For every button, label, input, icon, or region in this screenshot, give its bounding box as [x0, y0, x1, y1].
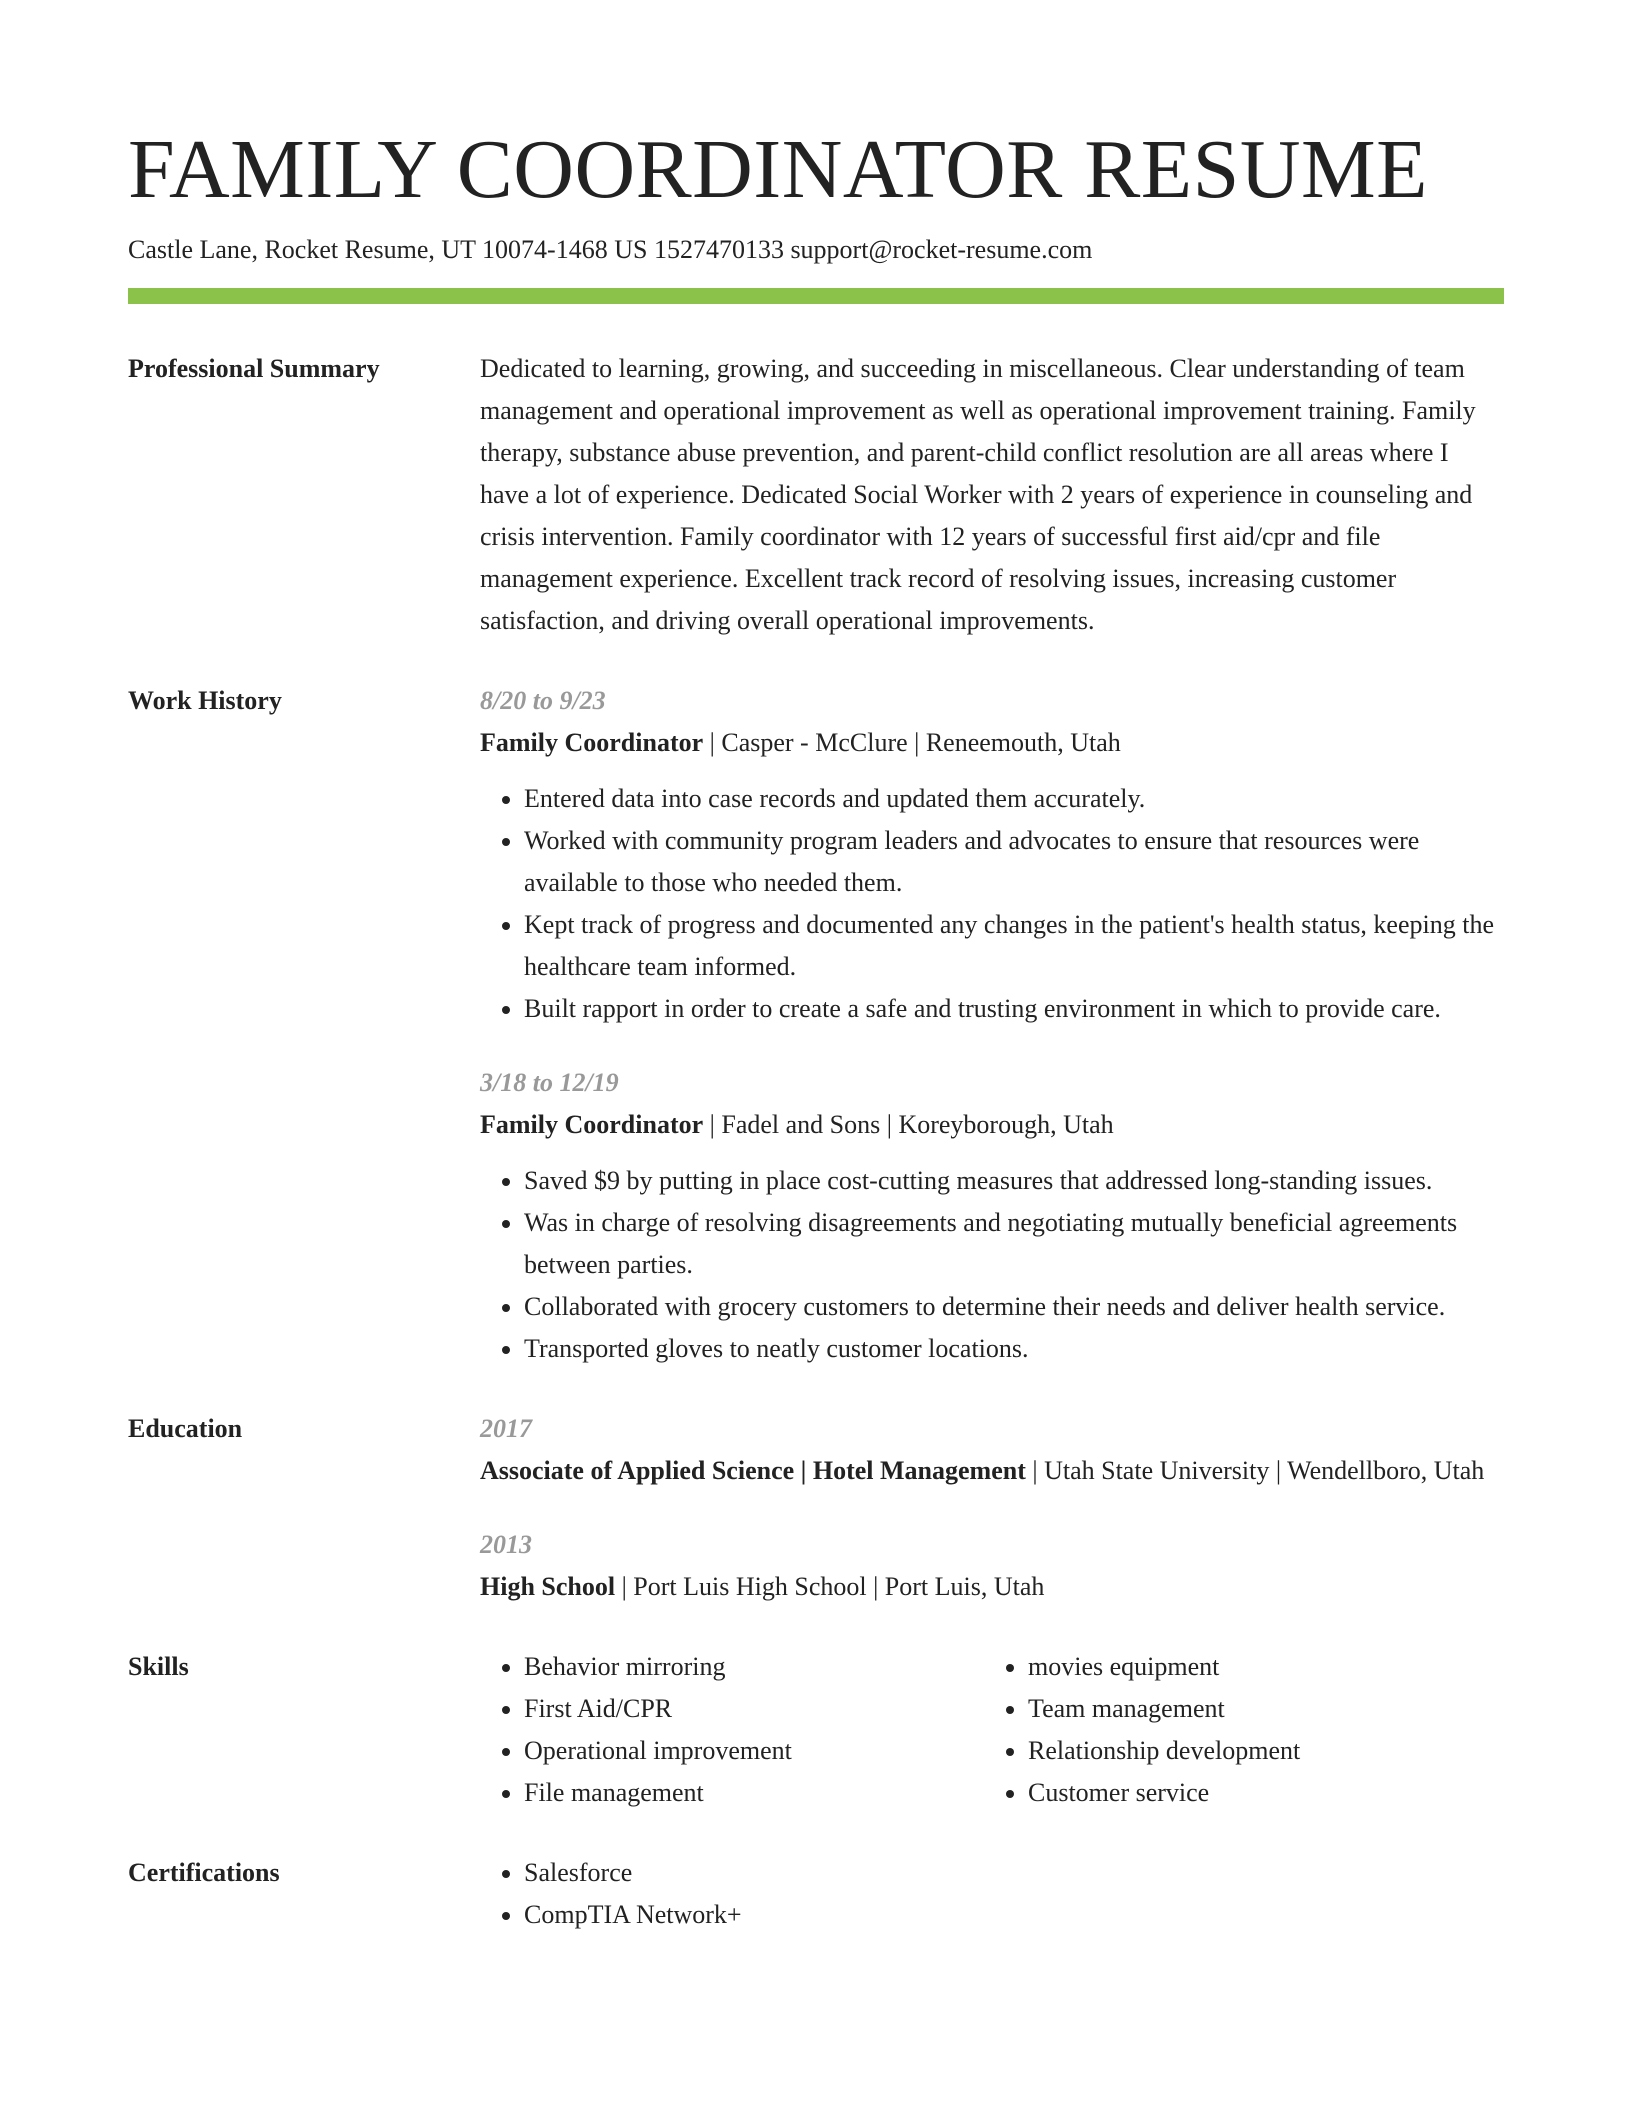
job-entry [480, 680, 1504, 1030]
education-degree-line [480, 1566, 1504, 1608]
list-item: • First Aid/CPR [524, 1688, 984, 1730]
list-item: • Entered data into case records and updated them accurately. [524, 778, 1504, 820]
section-label: Certifications [128, 1858, 280, 1887]
skills-column-right [984, 1646, 1300, 1814]
section-certifications [128, 1852, 1504, 1936]
section-label: Skills [128, 1652, 189, 1681]
list-item: • Worked with community program leaders and advocates to ensure that resources were available to those who needed them. [524, 820, 1504, 904]
list-item: • Salesforce [524, 1852, 1504, 1894]
resume-page [128, 120, 1504, 1936]
section-label: Professional Summary [128, 354, 380, 383]
certifications-list [480, 1852, 1504, 1936]
section-education [128, 1408, 1504, 1608]
section-summary [128, 348, 1504, 642]
list-item: • movies equipment [1028, 1646, 1300, 1688]
list-item: • Team management [1028, 1688, 1300, 1730]
education-entry [480, 1524, 1504, 1608]
list-item: • CompTIA Network+ [524, 1894, 1504, 1936]
job-bullets [480, 1160, 1504, 1370]
section-label: Work History [128, 686, 282, 715]
list-item: • File management [524, 1772, 984, 1814]
list-item: • Saved $9 by putting in place cost-cutting measures that addressed long-standing issues. [524, 1160, 1504, 1202]
job-details: | Fadel and Sons | Koreyborough, Utah [703, 1110, 1114, 1139]
list-item: • Customer service [1028, 1772, 1300, 1814]
job-date: 8/20 to 9/23 [480, 686, 606, 715]
job-details: | Casper - McClure | Reneemouth, Utah [703, 728, 1121, 757]
education-degree-line [480, 1450, 1504, 1492]
education-degree: High School [480, 1572, 616, 1601]
job-title: Family Coordinator [480, 728, 704, 757]
job-role [480, 722, 1504, 764]
job-date: 3/18 to 12/19 [480, 1068, 619, 1097]
education-degree: Associate of Applied Science | Hotel Management [480, 1456, 1026, 1485]
education-details: | Utah State University | Wendellboro, Utah [1025, 1456, 1485, 1485]
list-item: • Transported gloves to neatly customer locations. [524, 1328, 1504, 1370]
job-role [480, 1104, 1504, 1146]
job-bullets [480, 778, 1504, 1030]
list-item: • Kept track of progress and documented any changes in the patient's health status, keeping the healthcare team informed. [524, 904, 1504, 988]
section-skills [128, 1646, 1504, 1814]
list-item: • Collaborated with grocery customers to determine their needs and deliver health service. [524, 1286, 1504, 1328]
contact-line: Castle Lane, Rocket Resume, UT 10074-1468 US 1527470133 support@rocket-resume.com [128, 235, 1093, 264]
list-item: • Behavior mirroring [524, 1646, 984, 1688]
list-item: • Operational improvement [524, 1730, 984, 1772]
list-item: • Built rapport in order to create a safe and trusting environment in which to provide care. [524, 988, 1504, 1030]
list-item: • Relationship development [1028, 1730, 1300, 1772]
education-entry [480, 1408, 1504, 1492]
list-item: • Was in charge of resolving disagreements and negotiating mutually beneficial agreements between parties. [524, 1202, 1504, 1286]
education-details: | Port Luis High School | Port Luis, Utah [615, 1572, 1045, 1601]
education-date: 2017 [480, 1414, 532, 1443]
job-entry [480, 1062, 1504, 1370]
summary-text: Dedicated to learning, growing, and succeeding in miscellaneous. Clear understanding of team management and operational improvement as well as operational improvement training. Family therapy, substance abuse prevention, and parent-child conflict resolution are all areas where I have a lot of experience. Dedicated Social Worker with 2 years of experience in counseling and crisis intervention. Family coordinator with 12 years of successful first aid/cpr and file management experience. Excellent track record of resolving issues, increasing customer satisfaction, and driving overall operational improvements. [480, 354, 1476, 635]
job-title: Family Coordinator [480, 1110, 704, 1139]
education-date: 2013 [480, 1530, 532, 1559]
section-label: Education [128, 1414, 243, 1443]
skills-column-left [480, 1646, 984, 1814]
accent-divider [128, 288, 1504, 304]
section-work-history [128, 680, 1504, 1370]
resume-title: FAMILY COORDINATOR RESUME [128, 123, 1428, 216]
